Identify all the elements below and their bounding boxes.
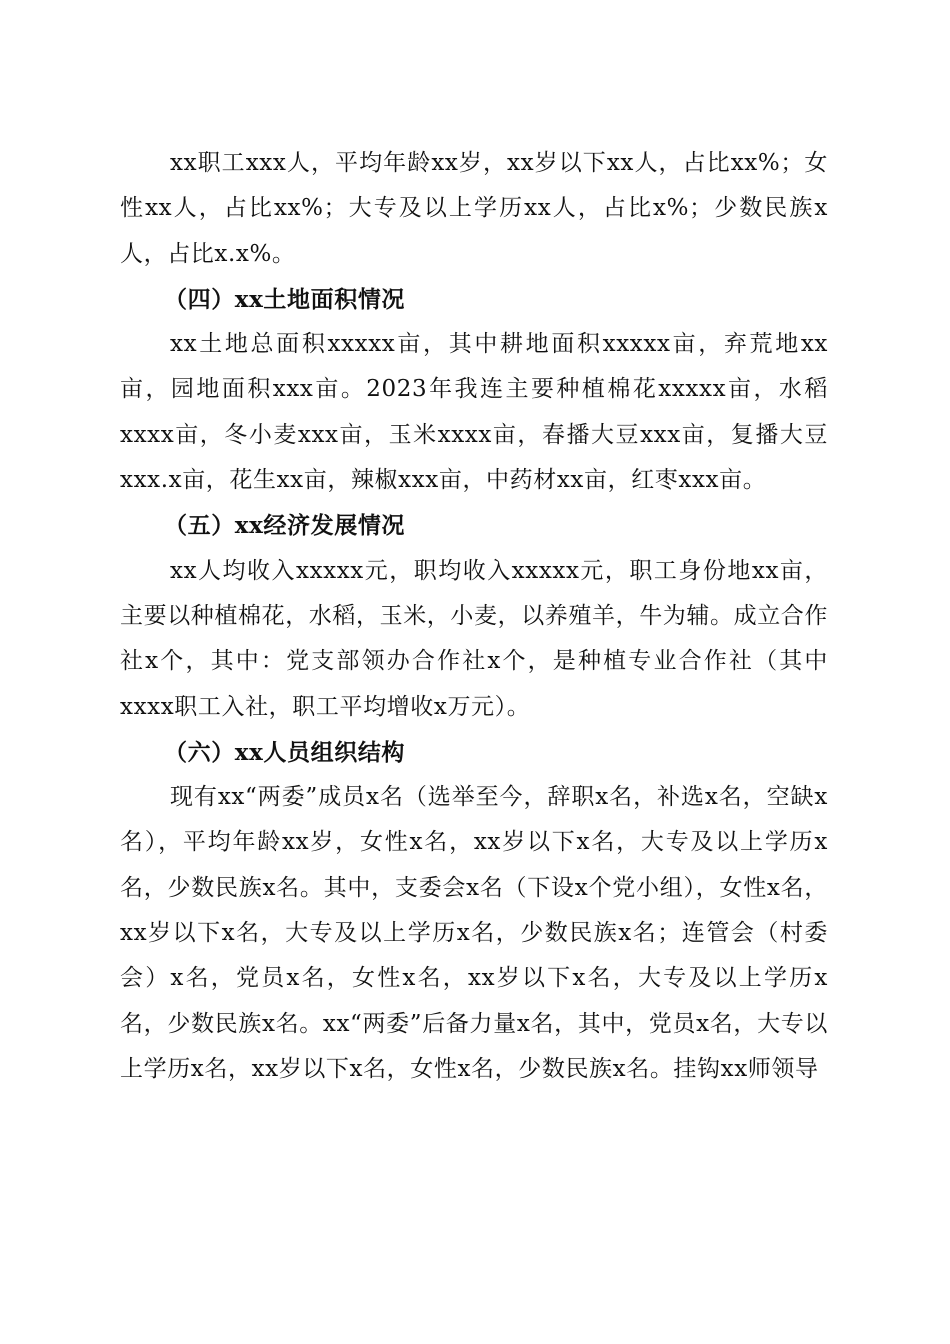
paragraph-land-area: xx土地总面积xxxxx亩，其中耕地面积xxxxx亩，弃荒地xx亩，园地面积xxx亩。2023年我连主要种植棉花xxxxx亩，水稻xxxx亩，冬小麦xxx亩，玉米xxxx亩，春播大豆xxx亩，复播大豆xxx.x亩，花生xx亩，辣椒xxx亩，中药材xx亩，红枣xxx亩。 [120, 331, 828, 494]
paragraph-economy: xx人均收入xxxxx元，职均收入xxxxx元，职工身份地xx亩，主要以种植棉花，水稻，玉米，小麦，以养殖羊，牛为辅。成立合作社x个，其中：党支部领办合作社x个，是种植专业合作社（其中xxxx职工入社，职工平均增收x万元）。 [120, 557, 828, 720]
paragraph-organization: 现有xx“两委”成员x名（选举至今，辞职x名，补选x名，空缺x名），平均年龄xx岁，女性x名，xx岁以下x名，大专及以上学历x名，少数民族x名。其中，支委会x名（下设x个党小组），女性x名，xx岁以下x名，大专及以上学历x名，少数民族x名；连管会（村委会）x名，党员x名，女性x名，xx岁以下x名，大专及以上学历x名，少数民族x名。xx“两委”后备力量x名，其中，党员x名，大专以上学历x名，xx岁以下x名，女性x名，少数民族x名。挂钩xx师领导 [120, 784, 828, 1082]
section-heading-organization: （六）xx人员组织结构 [164, 738, 406, 766]
document-body [120, 141, 828, 1092]
paragraph-staff-stats: xx职工xxx人，平均年龄xx岁，xx岁以下xx人，占比xx%；女性xx人，占比xx%；大专及以上学历xx人，占比x%；少数民族x人，占比x.x%。 [120, 150, 828, 267]
section-heading-economy: （五）xx经济发展情况 [164, 512, 406, 540]
section-heading-land-area: （四）xx土地面积情况 [164, 285, 406, 313]
